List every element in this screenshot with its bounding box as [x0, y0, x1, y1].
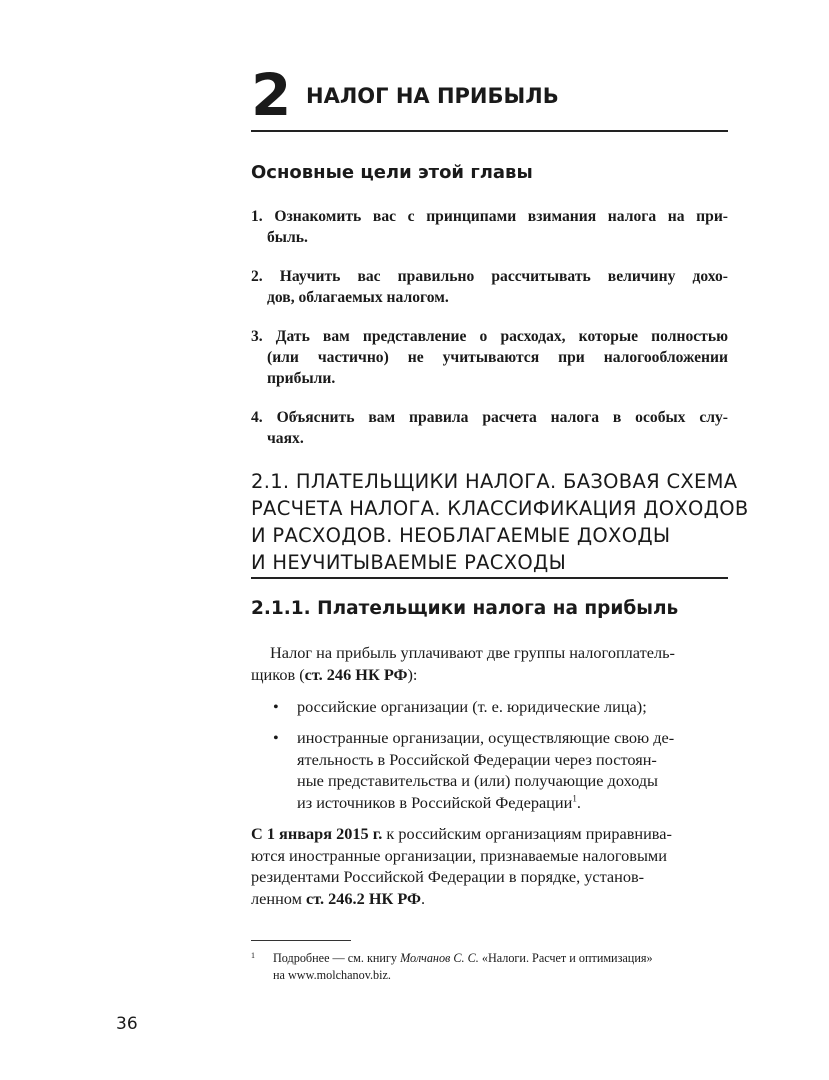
goal-line: прибыли. [267, 370, 336, 387]
footnote-mark: 1 [251, 951, 255, 960]
paragraph-line [251, 823, 728, 845]
law-reference: ст. 246 НК РФ [304, 664, 408, 684]
law-reference: ст. 246.2 НК РФ [305, 888, 422, 908]
goals-title: Основные цели этой главы [251, 162, 533, 183]
goal-line: чаях. [267, 430, 304, 447]
paragraph-line: резидентами Российской Федерации в порядке, установ- [251, 867, 645, 886]
paragraph-2015 [251, 823, 728, 909]
page-number: 36 [116, 1014, 138, 1034]
bullet-icon: • [273, 697, 279, 716]
footnote-ref: 1 [572, 793, 577, 804]
bullet-line [297, 792, 728, 814]
chapter-number: 2 [251, 61, 291, 129]
text-run: Подробнее — см. книгу [273, 951, 401, 965]
text-run: «Налоги. Расчет и оптимизация» [478, 951, 653, 965]
chapter-divider [251, 130, 728, 132]
goal-line: 4. Объяснить вам правила расчета налога в особых слу- [251, 409, 728, 426]
goal-item-1 [251, 206, 728, 248]
text-run: ленном [251, 888, 306, 908]
text-run: . [576, 792, 581, 812]
section-title [251, 468, 749, 576]
section-title-line: И НЕУЧИТЫВАЕМЫЕ РАСХОДЫ [251, 551, 567, 574]
section-title-line: 2.1. ПЛАТЕЛЬЩИКИ НАЛОГА. БАЗОВАЯ СХЕМА [251, 470, 738, 493]
section-title-line: И РАСХОДОВ. НЕОБЛАГАЕМЫЕ ДОХОДЫ [251, 524, 671, 547]
goal-item-3 [251, 326, 728, 389]
text-run: ): [407, 664, 418, 684]
paragraph-line [251, 888, 728, 910]
footnote-line [273, 950, 728, 967]
footnote-line: на www.molchanov.biz. [273, 968, 391, 982]
section-title-line: РАСЧЕТА НАЛОГА. КЛАССИФИКАЦИЯ ДОХОДОВ [251, 497, 749, 520]
bullet-line: иностранные организации, осуществляющие свою де- [297, 728, 675, 747]
goal-line: 1. Ознакомить вас с принципами взимания налога на при- [251, 208, 728, 225]
paragraph-line: ются иностранные организации, признаваемые налоговыми [251, 845, 667, 865]
goal-line: 2. Научить вас правильно рассчитывать величину дохо- [251, 268, 728, 285]
text-run: . [421, 888, 426, 908]
section-divider [251, 577, 728, 579]
chapter-heading [251, 62, 728, 128]
bullet-icon: • [273, 728, 279, 747]
paragraph-line [251, 664, 728, 686]
subsection-title: 2.1.1. Плательщики налога на прибыль [251, 598, 679, 619]
text-run: щиков ( [251, 664, 305, 684]
intro-paragraph [251, 642, 728, 685]
goal-line: (или частично) не учитываются при налогообложении [267, 349, 728, 366]
paragraph-line: Налог на прибыль уплачивают две группы налогоплатель- [270, 643, 675, 662]
footnote-author: Молчанов С. С. [400, 951, 479, 965]
goal-line: дов, облагаемых налогом. [267, 289, 449, 306]
footnote-divider [251, 940, 351, 941]
date-highlight: С 1 января 2015 г. [251, 824, 383, 843]
text-run: к российским организациям приравнива- [382, 824, 672, 843]
bullet-line: ятельность в Российской Федерации через постоян- [297, 749, 657, 769]
bullet-line: российские организации (т. е. юридические лица); [297, 697, 647, 716]
text-run: из источников в Российской Федерации [297, 792, 573, 812]
goal-line: 3. Дать вам представление о расходах, которые полностью [251, 328, 728, 345]
bullet-line: ные представительства и (или) получающие доходы [297, 771, 658, 790]
goal-item-4 [251, 407, 728, 449]
goal-item-2 [251, 266, 728, 308]
chapter-title: НАЛОГ НА ПРИБЫЛЬ [306, 84, 559, 108]
goal-line: быль. [267, 229, 308, 246]
